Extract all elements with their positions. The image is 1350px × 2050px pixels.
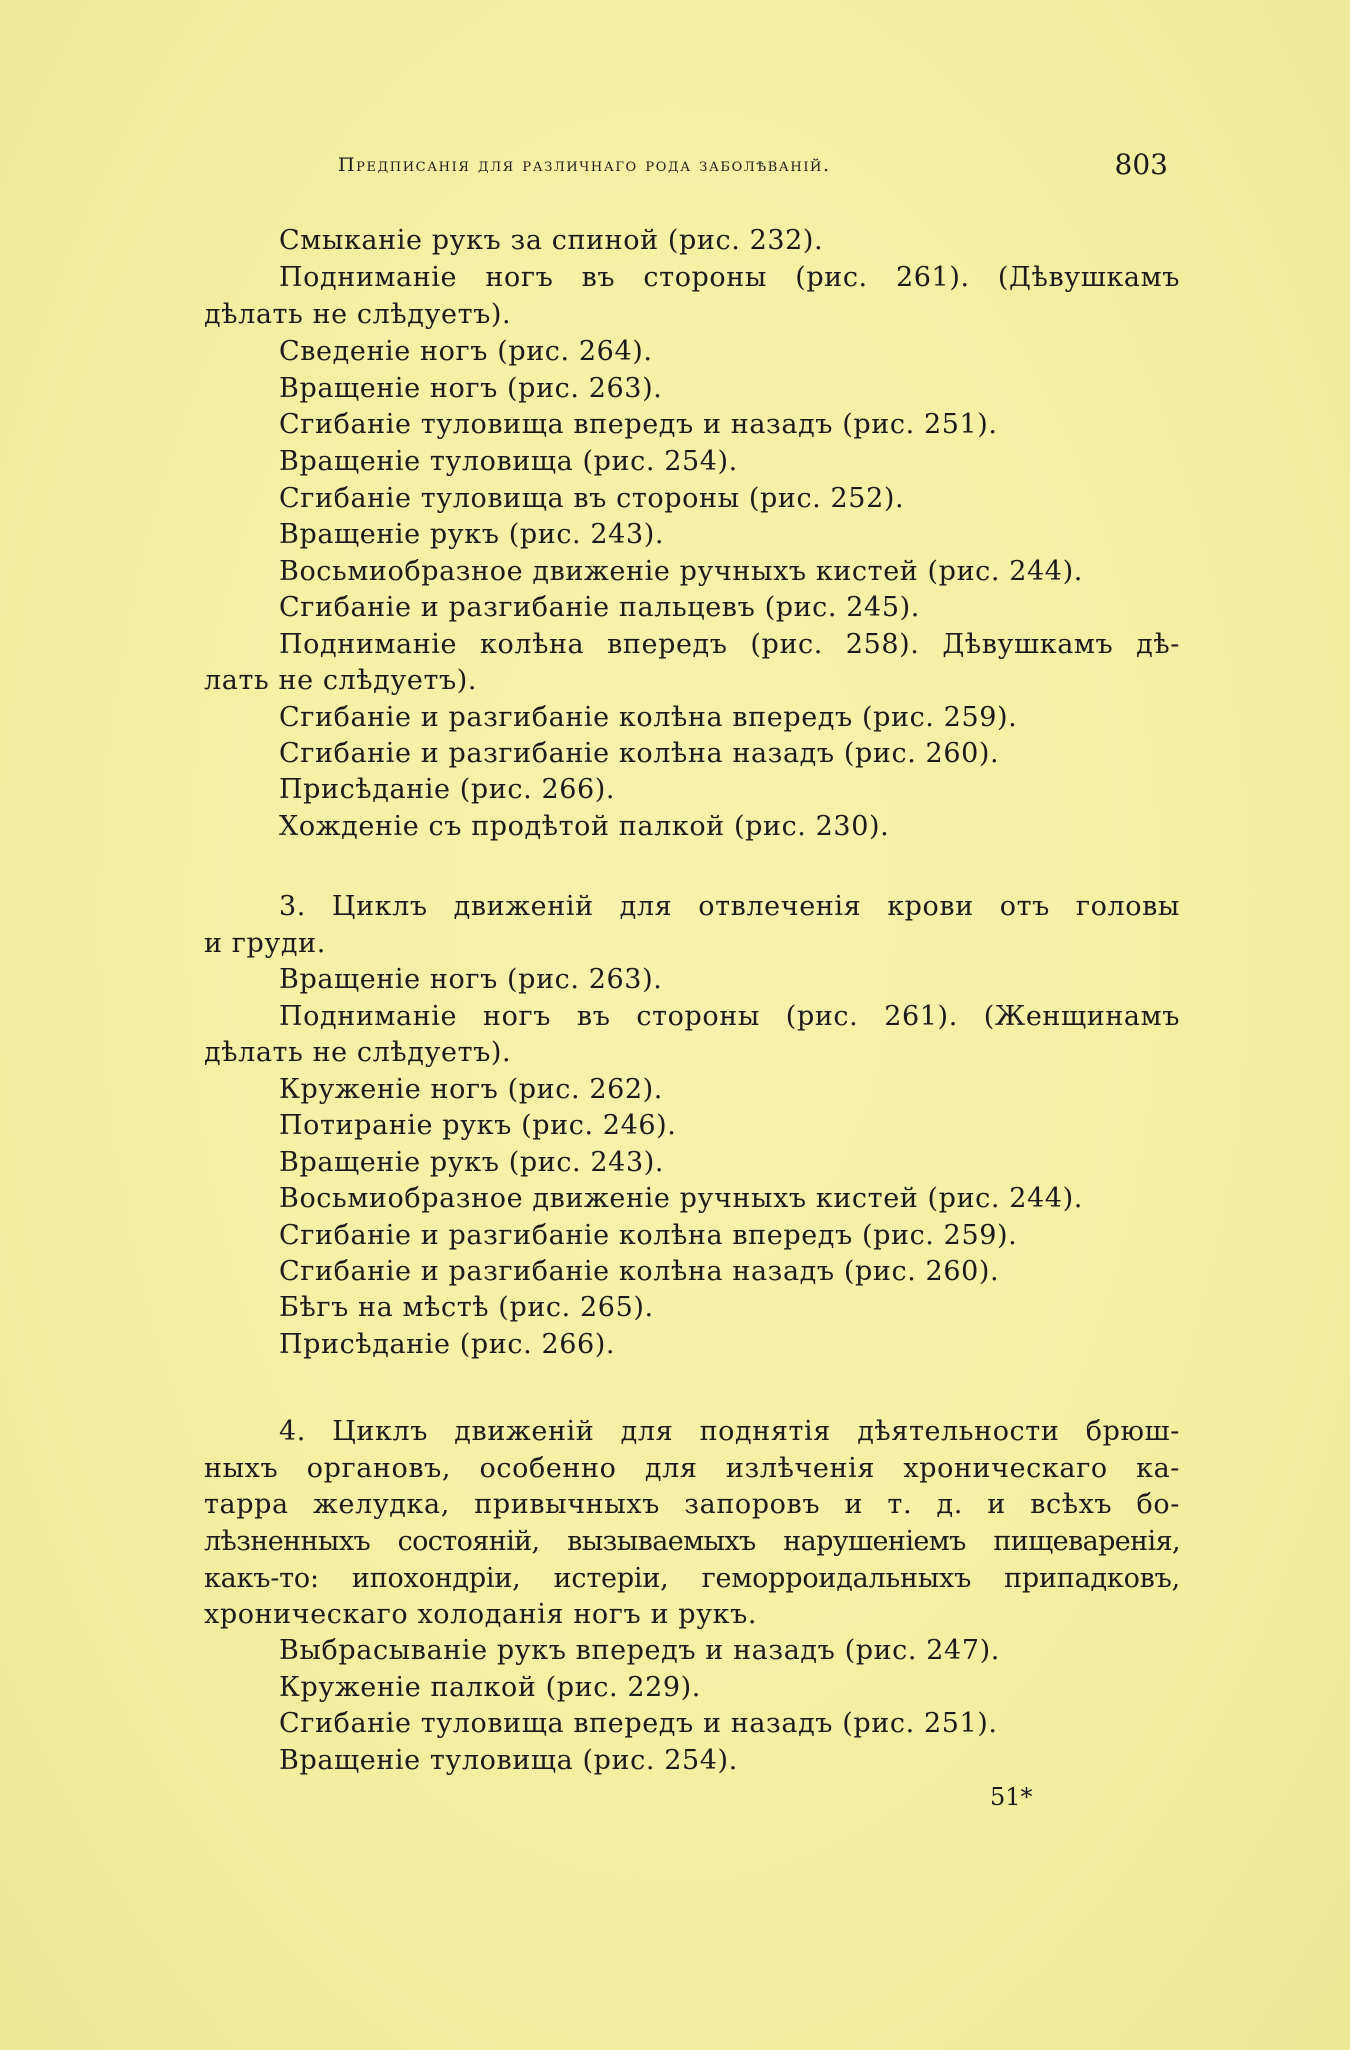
section-heading-line: какъ-то: ипохондріи, истеріи, геморроидальныхъ припадковъ, xyxy=(204,1563,1180,1594)
section-heading-line: тарра желудка, привычныхъ запоровъ и т. д. и всѣхъ бо- xyxy=(204,1489,1180,1520)
text-line: Восьмиобразное движеніе ручныхъ кистей (рис. 244). xyxy=(279,1183,1083,1214)
section-heading-line: 4. Циклъ движеній для поднятія дѣятельности брюш- xyxy=(279,1416,1180,1447)
section-heading-line: 3. Циклъ движеній для отвлеченія крови отъ головы xyxy=(279,891,1180,922)
text-line: Выбрасываніе рукъ впередъ и назадъ (рис. 247). xyxy=(279,1635,1000,1666)
text-line: Вращеніе рукъ (рис. 243). xyxy=(279,1147,665,1178)
text-line: дѣлать не слѣдуетъ). xyxy=(204,1037,512,1068)
text-line: Смыканіе рукъ за спиной (рис. 232). xyxy=(279,225,824,256)
text-line: Сгибаніе туловища въ стороны (рис. 252). xyxy=(279,483,905,514)
text-line: Сгибаніе и разгибаніе колѣна впередъ (рис. 259). xyxy=(279,702,1018,733)
page-number: 803 xyxy=(1114,148,1168,181)
text-line: лать не слѣдуетъ). xyxy=(204,665,478,696)
text-line: Вращеніе ногъ (рис. 263). xyxy=(279,373,663,404)
text-line: Круженіе ногъ (рис. 262). xyxy=(279,1074,663,1105)
text-line: дѣлать не слѣдуетъ). xyxy=(204,299,512,330)
section-heading-line: лѣзненныхъ состояній, вызываемыхъ нарушеніемъ пищеваренія, xyxy=(204,1526,1180,1557)
text-line: Восьмиобразное движеніе ручныхъ кистей (рис. 244). xyxy=(279,556,1083,587)
text-line: Сгибаніе и разгибаніе колѣна назадъ (рис. 260). xyxy=(279,1256,1000,1287)
text-line: Подниманіе колѣна впередъ (рис. 258). Дѣвушкамъ дѣ- xyxy=(279,629,1180,660)
text-line: Сгибаніе и разгибаніе колѣна назадъ (рис. 260). xyxy=(279,738,1000,769)
text-line: Подниманіе ногъ въ стороны (рис. 261). (Женщинамъ xyxy=(279,1001,1180,1032)
text-line: Круженіе палкой (рис. 229). xyxy=(279,1672,701,1703)
text-line: Подниманіе ногъ въ стороны (рис. 261). (Дѣвушкамъ xyxy=(279,262,1180,293)
text-line: Сведеніе ногъ (рис. 264). xyxy=(279,336,653,367)
running-title: Предписанія для различнаго рода заболѣваній. xyxy=(338,154,831,176)
section-heading-line: ныхъ органовъ, особенно для излѣченія хроническаго ка- xyxy=(204,1453,1180,1484)
text-line: Сгибаніе и разгибаніе пальцевъ (рис. 245). xyxy=(279,592,920,623)
text-line: Сгибаніе и разгибаніе колѣна впередъ (рис. 259). xyxy=(279,1220,1018,1251)
text-line: Присѣданіе (рис. 266). xyxy=(279,1329,616,1360)
page-header xyxy=(338,148,1168,188)
printer-signature-mark: 51* xyxy=(990,1783,1033,1811)
text-line: Сгибаніе туловища впередъ и назадъ (рис. 251). xyxy=(279,1708,998,1739)
text-line: Вращеніе рукъ (рис. 243). xyxy=(279,519,665,550)
text-line: Вращеніе туловища (рис. 254). xyxy=(279,446,738,477)
text-line: Потираніе рукъ (рис. 246). xyxy=(279,1110,677,1141)
section-heading-line: и груди. xyxy=(204,928,326,959)
text-line: Хожденіе съ продѣтой палкой (рис. 230). xyxy=(279,811,890,842)
text-line: Бѣгъ на мѣстѣ (рис. 265). xyxy=(279,1292,654,1323)
text-line: Присѣданіе (рис. 266). xyxy=(279,774,616,805)
text-line: Сгибаніе туловища впередъ и назадъ (рис. 251). xyxy=(279,409,998,440)
text-line: Вращеніе ногъ (рис. 263). xyxy=(279,964,663,995)
section-heading-line: хроническаго холоданія ногъ и рукъ. xyxy=(204,1599,758,1630)
text-line: Вращеніе туловища (рис. 254). xyxy=(279,1745,738,1776)
